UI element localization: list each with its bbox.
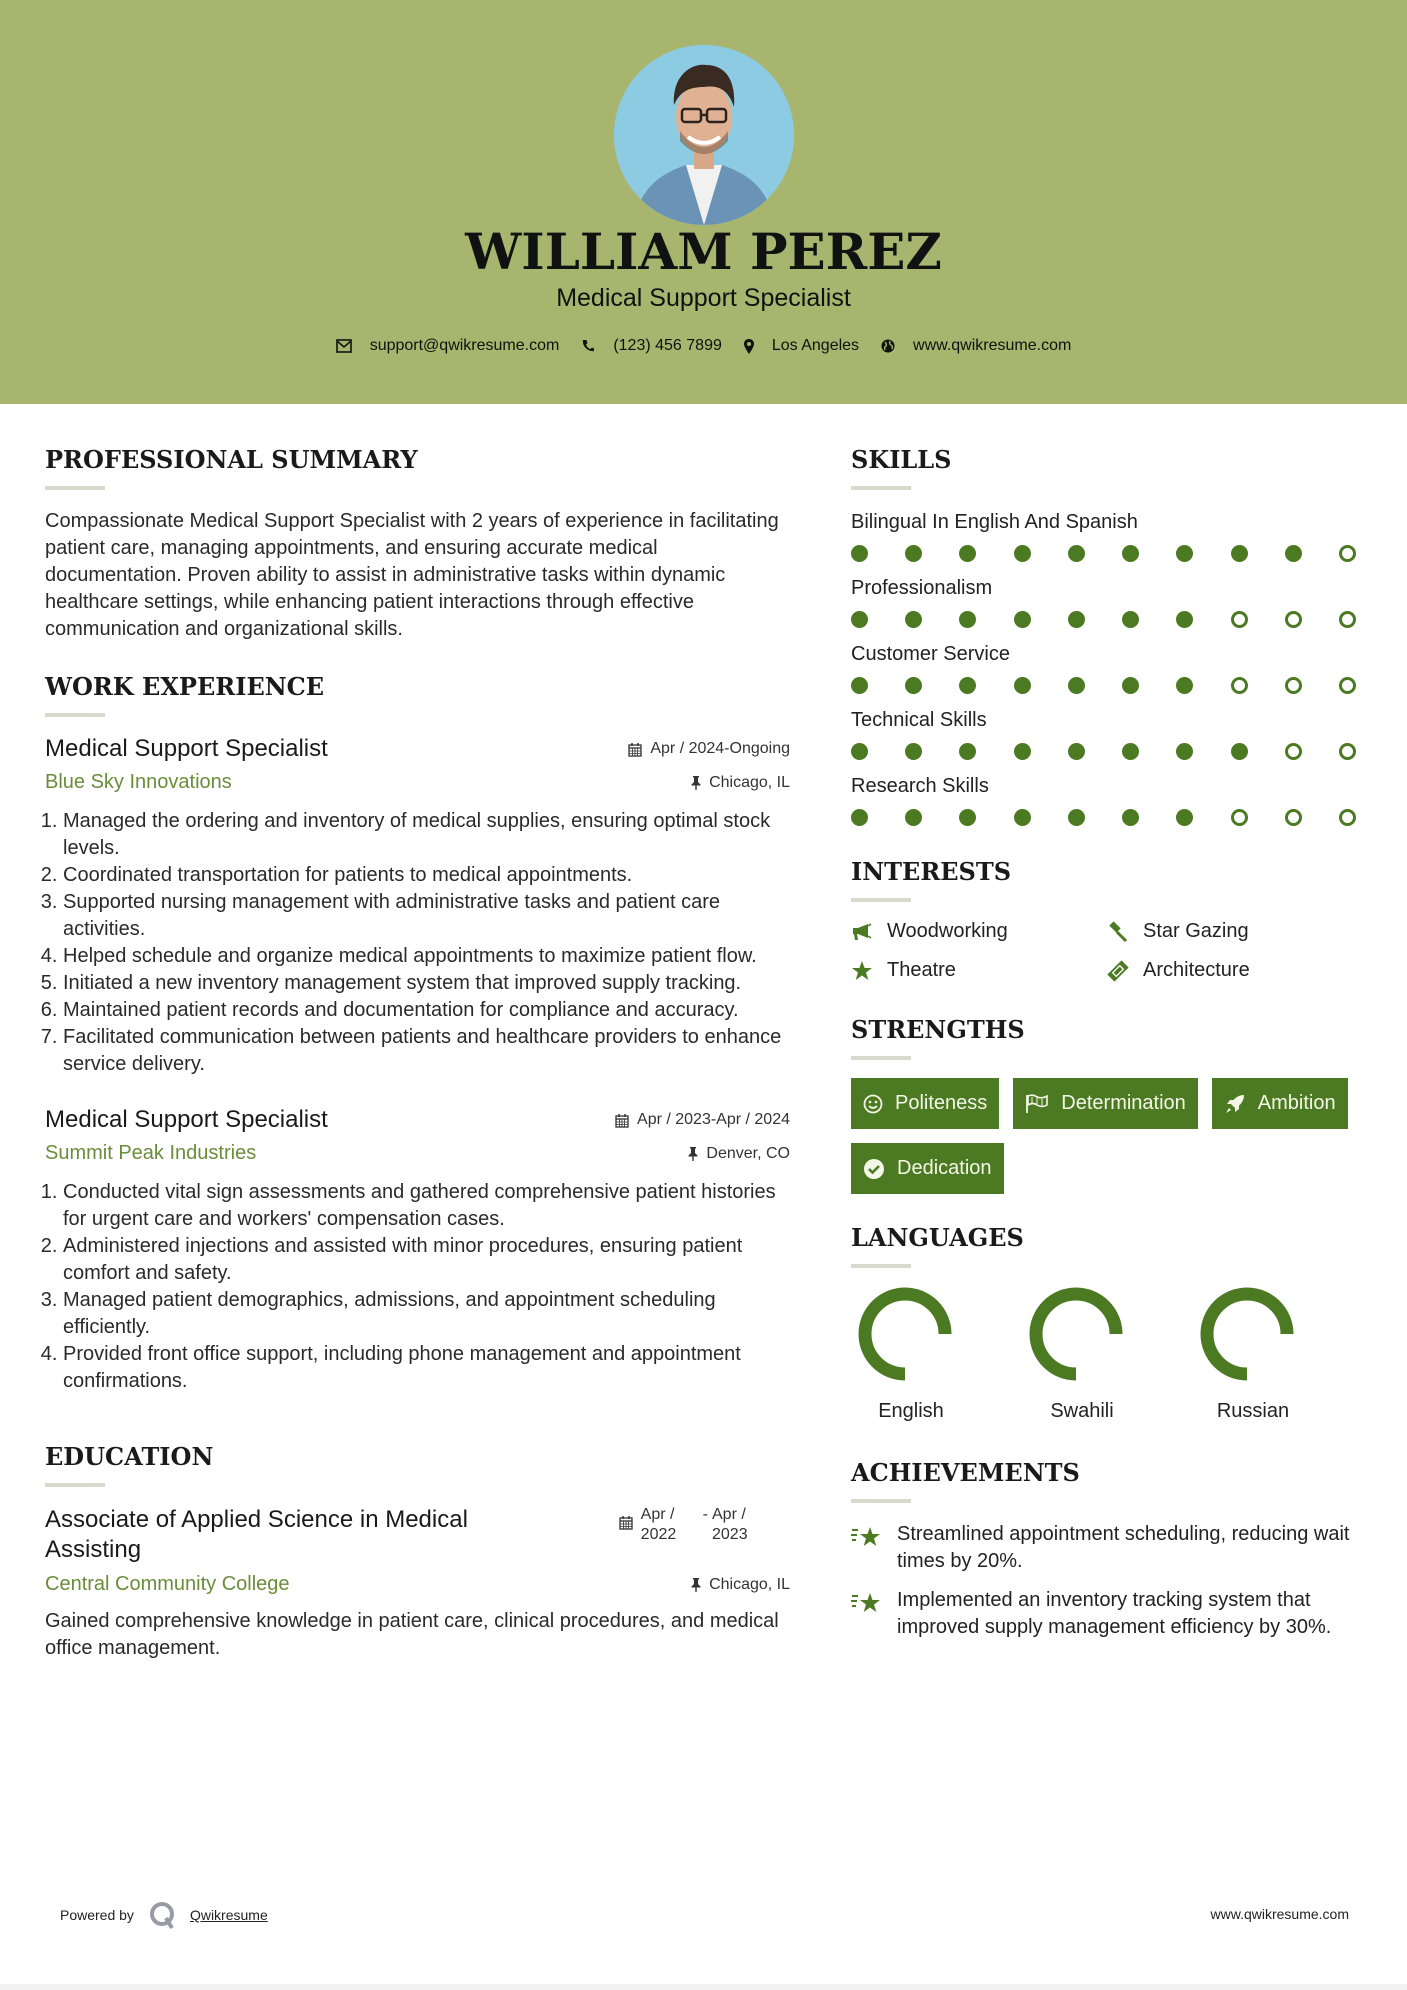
page-bottom-strip — [0, 1984, 1407, 1990]
section-divider — [851, 898, 911, 902]
achievement-item — [851, 1521, 1371, 1575]
language-item — [851, 1286, 1022, 1423]
education-dates — [619, 1505, 760, 1545]
contact-bar — [0, 337, 1407, 355]
education-description: Gained comprehensive knowledge in patient care, clinical procedures, and medical office management. — [45, 1610, 779, 1659]
rating-dot-filled — [959, 611, 976, 628]
strength-label: Dedication — [897, 1157, 992, 1179]
skill-rating — [851, 674, 1356, 696]
rating-dot-filled — [1014, 743, 1031, 760]
languages-list — [851, 1286, 1371, 1423]
achievement-item — [851, 1587, 1371, 1641]
rating-dot-filled — [1068, 611, 1085, 628]
section-divider — [45, 486, 105, 490]
rating-dot-filled — [1068, 809, 1085, 826]
interest-label: Woodworking — [887, 920, 1008, 942]
qwikresume-logo-icon — [148, 1900, 178, 1930]
right-column — [851, 440, 1371, 1653]
skills-heading: SKILLS — [851, 445, 952, 474]
location-text: Denver, CO — [706, 1144, 790, 1162]
location-text: Chicago, IL — [709, 773, 790, 791]
interest-label: Architecture — [1143, 959, 1250, 981]
pushpin-icon — [688, 1147, 698, 1161]
strength-badge — [851, 1078, 999, 1129]
job-dates — [615, 1111, 790, 1129]
interest-item — [1107, 920, 1363, 943]
job-title: Medical Support Specialist — [45, 735, 328, 762]
section-divider — [851, 1264, 911, 1268]
summary-section — [45, 440, 790, 643]
profile-photo — [614, 45, 794, 225]
bullet-item: 1. Conducted vital sign assessments and gathered comprehensive patient histories for urgent care and workers' compensation cases. — [63, 1179, 790, 1233]
envelope-icon — [336, 339, 352, 353]
rating-dot-filled — [1014, 809, 1031, 826]
qwikresume-link[interactable]: Qwikresume — [189, 1907, 268, 1923]
language-item — [1193, 1286, 1364, 1423]
job-bullets — [45, 1179, 790, 1395]
pushpin-icon — [691, 1578, 701, 1592]
skill-rating — [851, 740, 1356, 762]
rating-dot-filled — [959, 545, 976, 562]
rating-dot-filled — [905, 743, 922, 760]
rating-dot-filled — [1122, 743, 1139, 760]
company-name: Blue Sky Innovations — [45, 771, 232, 793]
rating-dot-empty — [1231, 611, 1248, 628]
phone-text: (123) 456 7899 — [613, 337, 722, 354]
rating-dot-filled — [905, 545, 922, 562]
bullet-item: 1. Managed the ordering and inventory of medical supplies, ensuring optimal stock levels. — [63, 808, 790, 862]
map-pin-icon — [744, 339, 754, 354]
language-progress-ring — [1199, 1286, 1295, 1382]
rating-dot-filled — [851, 809, 868, 826]
rating-dot-filled — [1231, 743, 1248, 760]
flag-icon — [1025, 1094, 1049, 1114]
website-text: www.qwikresume.com — [913, 337, 1072, 354]
rating-dot-empty — [1285, 743, 1302, 760]
summary-heading: PROFESSIONAL SUMMARY — [45, 445, 418, 474]
skill-item — [851, 574, 1371, 630]
rating-dot-filled — [1068, 545, 1085, 562]
end-date: Apr / 2023 — [712, 1506, 748, 1543]
rating-dot-filled — [959, 677, 976, 694]
interests-section — [851, 852, 1371, 982]
school-name: Central Community College — [45, 1573, 290, 1595]
job-title: Medical Support Specialist — [45, 1106, 328, 1133]
interest-label: Theatre — [887, 959, 956, 981]
strength-label: Politeness — [895, 1092, 988, 1114]
contact-email[interactable] — [336, 337, 560, 355]
strength-badge — [851, 1143, 1004, 1194]
bullet-item: 2. Coordinated transportation for patients to medical appointments. — [63, 862, 790, 889]
rating-dot-empty — [1339, 743, 1356, 760]
interest-item — [851, 959, 1107, 982]
language-progress-ring — [1028, 1286, 1124, 1382]
skill-name: Research Skills — [851, 775, 989, 797]
rating-dot-filled — [851, 545, 868, 562]
section-divider — [45, 713, 105, 717]
rating-dot-filled — [1014, 545, 1031, 562]
bullet-item: 4. Helped schedule and organize medical appointments to maximize patient flow. — [63, 943, 790, 970]
check-circle-icon — [863, 1158, 885, 1180]
skill-rating — [851, 806, 1356, 828]
achievements-heading: ACHIEVEMENTS — [851, 1458, 1080, 1487]
skill-item — [851, 706, 1371, 762]
left-column — [45, 440, 790, 1662]
shooting-star-icon — [851, 1525, 883, 1551]
rating-dot-filled — [1122, 611, 1139, 628]
dates-text: Apr / 2024-Ongoing — [650, 740, 790, 757]
section-divider — [851, 1056, 911, 1060]
footer-powered-by — [60, 1900, 268, 1930]
job-entry — [45, 1106, 790, 1395]
language-name: Russian — [1216, 1400, 1290, 1422]
experience-section — [45, 667, 790, 1395]
calendar-icon — [615, 1113, 629, 1128]
rating-dot-empty — [1285, 677, 1302, 694]
bullet-item: 6. Maintained patient records and documentation for compliance and accuracy. — [63, 997, 790, 1024]
languages-heading: LANGUAGES — [851, 1223, 1024, 1252]
rating-dot-empty — [1339, 611, 1356, 628]
skill-rating — [851, 608, 1356, 630]
skill-item — [851, 508, 1371, 564]
interest-label: Star Gazing — [1143, 920, 1249, 942]
bullet-item: 7. Facilitated communication between patients and healthcare providers to enhance service delivery. — [63, 1024, 790, 1078]
dates-text: Apr / 2023-Apr / 2024 — [637, 1111, 790, 1128]
pushpin-icon — [691, 776, 701, 790]
start-date: Apr / 2022 — [640, 1506, 677, 1543]
rating-dot-empty — [1231, 809, 1248, 826]
rating-dot-filled — [1122, 677, 1139, 694]
location-text: Los Angeles — [771, 337, 860, 354]
rating-dot-filled — [1068, 743, 1085, 760]
rating-dot-filled — [905, 809, 922, 826]
skill-name: Bilingual In English And Spanish — [851, 511, 1138, 533]
smiley-icon — [863, 1094, 883, 1114]
rating-dot-empty — [1285, 809, 1302, 826]
language-name: English — [878, 1400, 944, 1422]
skill-item — [851, 772, 1371, 828]
star-icon — [851, 961, 873, 981]
interest-item — [851, 920, 1107, 943]
rating-dot-empty — [1339, 677, 1356, 694]
language-item — [1022, 1286, 1193, 1423]
contact-phone[interactable] — [581, 337, 722, 355]
languages-section — [851, 1218, 1371, 1423]
experience-heading: WORK EXPERIENCE — [45, 672, 325, 701]
candidate-name: WILLIAM PEREZ — [465, 222, 942, 281]
resume-header — [0, 0, 1407, 404]
achievement-text: Implemented an inventory tracking system that improved supply management efficiency by 30%. — [897, 1589, 1332, 1638]
summary-text: Compassionate Medical Support Specialist with 2 years of experience in facilitating patient care, managing appointments, and ensuring accurate medical documentation. Proven ability to assist in administrative tasks within dynamic healthcare settings, while enhancing patient interactions through effective communication and organizational skills. — [45, 510, 779, 640]
email-text: support@qwikresume.com — [369, 337, 560, 354]
job-dates — [628, 740, 790, 758]
section-divider — [45, 1483, 105, 1487]
strength-label: Determination — [1061, 1092, 1186, 1114]
strength-badge — [1212, 1078, 1348, 1129]
job-location — [688, 1145, 790, 1163]
ticket-icon — [1107, 960, 1129, 982]
powered-by-label: Powered by — [60, 1907, 134, 1923]
strengths-heading: STRENGTHS — [851, 1015, 1025, 1044]
rating-dot-filled — [1122, 545, 1139, 562]
rating-dot-filled — [1068, 677, 1085, 694]
language-progress-ring — [857, 1286, 953, 1382]
calendar-icon — [628, 742, 642, 757]
section-divider — [851, 1499, 911, 1503]
gavel-icon — [1107, 921, 1129, 943]
rating-dot-filled — [1285, 545, 1302, 562]
interests-heading: INTERESTS — [851, 857, 1012, 886]
language-name: Swahili — [1050, 1400, 1114, 1422]
rating-dot-filled — [1231, 545, 1248, 562]
skills-section — [851, 440, 1371, 828]
skill-name: Technical Skills — [851, 709, 987, 731]
strength-label: Ambition — [1257, 1092, 1336, 1114]
education-location — [691, 1576, 790, 1594]
rating-dot-empty — [1339, 545, 1356, 562]
rating-dot-empty — [1285, 611, 1302, 628]
interest-item — [1107, 959, 1363, 982]
bullet-item: 3. Managed patient demographics, admissions, and appointment scheduling efficiently. — [63, 1287, 790, 1341]
rating-dot-filled — [1176, 611, 1193, 628]
rating-dot-empty — [1231, 677, 1248, 694]
rating-dot-filled — [1014, 611, 1031, 628]
rating-dot-filled — [1176, 545, 1193, 562]
achievement-text: Streamlined appointment scheduling, reducing wait times by 20%. — [897, 1523, 1350, 1572]
skill-rating — [851, 542, 1356, 564]
rating-dot-filled — [1176, 743, 1193, 760]
date-separator: - — [702, 1506, 708, 1523]
globe-icon — [881, 339, 895, 353]
rating-dot-filled — [905, 611, 922, 628]
phone-icon — [581, 339, 595, 353]
skill-name: Customer Service — [851, 643, 1010, 665]
rocket-icon — [1224, 1093, 1246, 1115]
rating-dot-filled — [1176, 677, 1193, 694]
job-entry — [45, 735, 790, 1078]
strengths-list — [851, 1078, 1371, 1194]
degree-title: Associate of Applied Science in Medical Assisting — [45, 1506, 468, 1563]
calendar-icon — [619, 1515, 633, 1530]
rating-dot-filled — [851, 611, 868, 628]
job-location — [691, 774, 790, 792]
bullet-item: 5. Initiated a new inventory management system that improved supply tracking. — [63, 970, 790, 997]
megaphone-icon — [851, 923, 873, 941]
footer-website[interactable]: www.qwikresume.com — [1210, 1906, 1349, 1922]
candidate-title: Medical Support Specialist — [556, 284, 851, 312]
job-bullets — [45, 808, 790, 1078]
strength-badge — [1013, 1078, 1198, 1129]
education-heading: EDUCATION — [45, 1442, 214, 1471]
bullet-item: 4. Provided front office support, including phone management and appointment confirmations. — [63, 1341, 790, 1395]
skill-item — [851, 640, 1371, 696]
rating-dot-filled — [905, 677, 922, 694]
rating-dot-filled — [1014, 677, 1031, 694]
rating-dot-filled — [851, 677, 868, 694]
rating-dot-filled — [1122, 809, 1139, 826]
strengths-section — [851, 1010, 1371, 1194]
shooting-star-icon — [851, 1591, 883, 1617]
rating-dot-filled — [959, 809, 976, 826]
achievements-section — [851, 1453, 1371, 1641]
rating-dot-filled — [851, 743, 868, 760]
contact-location — [744, 337, 859, 355]
rating-dot-filled — [1176, 809, 1193, 826]
bullet-item: 3. Supported nursing management with administrative tasks and patient care activities. — [63, 889, 790, 943]
person-photo-icon — [614, 45, 794, 225]
skills-list — [851, 508, 1371, 828]
rating-dot-empty — [1339, 809, 1356, 826]
section-divider — [851, 486, 911, 490]
education-section — [45, 1437, 790, 1662]
contact-website[interactable] — [881, 337, 1071, 355]
location-text: Chicago, IL — [709, 1575, 790, 1593]
company-name: Summit Peak Industries — [45, 1142, 257, 1164]
skill-name: Professionalism — [851, 577, 993, 599]
bullet-item: 2. Administered injections and assisted with minor procedures, ensuring patient comfort and safety. — [63, 1233, 790, 1287]
interests-list — [851, 920, 1371, 982]
rating-dot-filled — [959, 743, 976, 760]
